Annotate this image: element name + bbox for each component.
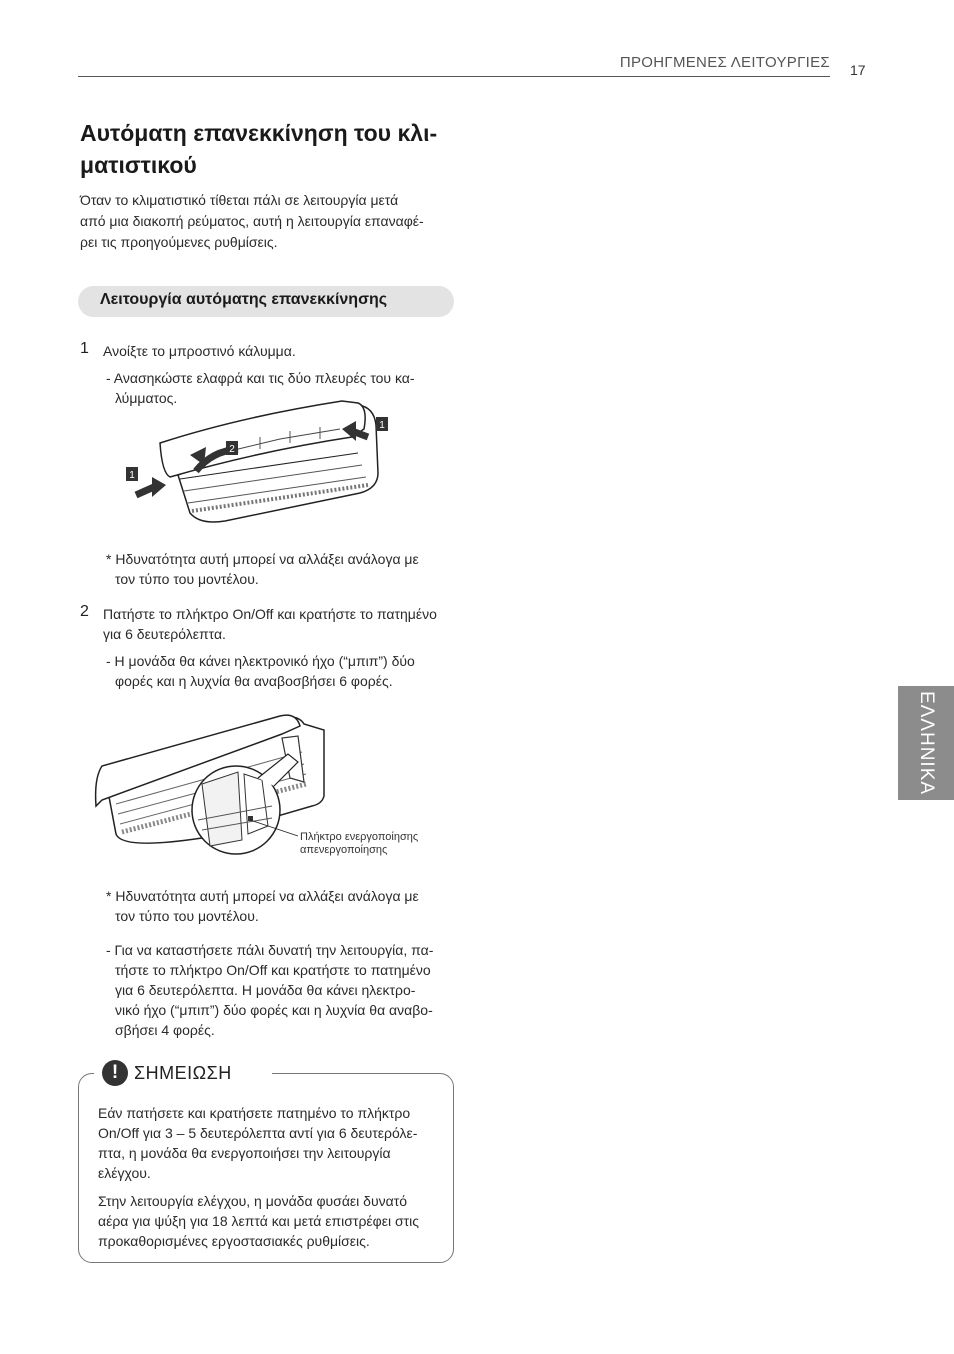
step-2-extra-line-3: για 6 δευτερόλεπτα. Η μονάδα θα κάνει ηλεκτρο-	[115, 982, 416, 998]
step-2-bullet-line-1: - Η μονάδα θα κάνει ηλεκτρονικό ήχο (“μπιπ”) δύο	[106, 653, 415, 669]
note-p2-line-2: αέρα για ψύξη για 18 λεπτά και μετά επιστρέφει στις	[98, 1213, 420, 1229]
note-p2-line-3: προκαθορισμένες εργοστασιακές ρυθμίσεις.	[98, 1233, 370, 1249]
intro-paragraph	[80, 190, 452, 253]
step-2-number: 2	[80, 603, 89, 620]
step-1-note-line-2: τον τύπο του μοντέλου.	[115, 571, 259, 587]
note-p1-line-4: ελέγχου.	[98, 1165, 151, 1181]
subsection-title: Λειτουργία αυτόματης επανεκκίνησης	[100, 291, 388, 308]
intro-line-2: από μια διακοπή ρεύματος, αυτή η λειτουργία επαναφέ-	[80, 213, 424, 229]
header-divider	[78, 76, 830, 77]
exclamation-icon: !	[102, 1060, 128, 1086]
step-2-text-line-2: για 6 δευτερόλεπτα.	[103, 626, 226, 642]
step-2-bullet-line-2: φορές και η λυχνία θα αναβοσβήσει 6 φορές.	[115, 673, 393, 689]
figure-1-badge-middle: 2	[229, 444, 235, 455]
step-2-extra-line-1: - Για να καταστήσετε πάλι δυνατή την λειτουργία, πα-	[106, 942, 434, 958]
page-number: 17	[850, 62, 866, 78]
step-1-note-line-1: * Ηδυνατότητα αυτή μπορεί να αλλάξει ανάλογα με	[106, 551, 419, 567]
figure-1-badge-right: 1	[379, 420, 385, 431]
header-section-title: ΠΡΟΗΓΜΕΝΕΣ ΛΕΙΤΟΥΡΓΙΕΣ	[619, 54, 830, 71]
note-p1-line-1: Εάν πατήσετε και κρατήσετε πατημένο το πλήκτρο	[98, 1105, 411, 1121]
intro-line-3: ρει τις προηγούμενες ρυθμίσεις.	[80, 234, 278, 250]
language-tab	[898, 686, 954, 800]
note-p1-line-2: On/Off για 3 – 5 δευτερόλεπτα αντί για 6 δευτερόλε-	[98, 1125, 418, 1141]
onoff-button-illustration	[92, 708, 332, 868]
note-p2-line-1: Στην λειτουργία ελέγχου, η μονάδα φυσάει δυνατό	[98, 1193, 408, 1209]
page-title-line-1: Αυτόματη επανεκκίνηση του κλι-	[80, 120, 438, 146]
note-p1-line-3: πτα, η μονάδα θα ενεργοποιήσει την λειτουργία	[98, 1145, 391, 1161]
figure-2-caption-line-2: απενεργοποίησης	[300, 844, 388, 856]
step-1-number: 1	[80, 340, 89, 357]
step-2-extra-line-5: σβήσει 4 φορές.	[115, 1022, 215, 1038]
note-title: ΣΗΜΕΙΩΣΗ	[134, 1063, 232, 1083]
page-title-line-2: ματιστικού	[80, 152, 197, 178]
step-2-text-line-1: Πατήστε το πλήκτρο On/Off και κρατήστε το πατημένο	[103, 606, 437, 622]
step-2-note-line-2: τον τύπο του μοντέλου.	[115, 908, 259, 924]
open-cover-illustration	[120, 395, 400, 535]
figure-2-caption	[300, 831, 418, 857]
figure-1-badge-left: 1	[129, 470, 135, 481]
language-tab-label: ΕΛΛΗΝΙΚΑ	[916, 690, 937, 796]
step-2-extra-line-2: τήστε το πλήκτρο On/Off και κρατήστε το πατημένο	[115, 962, 431, 978]
subsection-heading	[78, 286, 454, 317]
step-2-extra-line-4: νικό ήχο (“μπιπ”) δύο φορές και η λυχνία θα αναβο-	[115, 1002, 433, 1018]
page-title	[80, 117, 460, 181]
step-1-bullet-line-2: λύμματος.	[115, 390, 178, 406]
note-header	[94, 1058, 272, 1088]
step-2-note-line-1: * Ηδυνατότητα αυτή μπορεί να αλλάξει ανάλογα με	[106, 888, 419, 904]
intro-line-1: Όταν το κλιματιστικό τίθεται πάλι σε λειτουργία μετά	[80, 192, 399, 208]
figure-2-caption-line-1: Πλήκτρο ενεργοποίησης	[300, 831, 419, 843]
step-1-text: Ανοίξτε το μπροστινό κάλυμμα.	[103, 343, 296, 359]
step-1-bullet-line-1: - Ανασηκώστε ελαφρά και τις δύο πλευρές του κα-	[106, 370, 415, 386]
